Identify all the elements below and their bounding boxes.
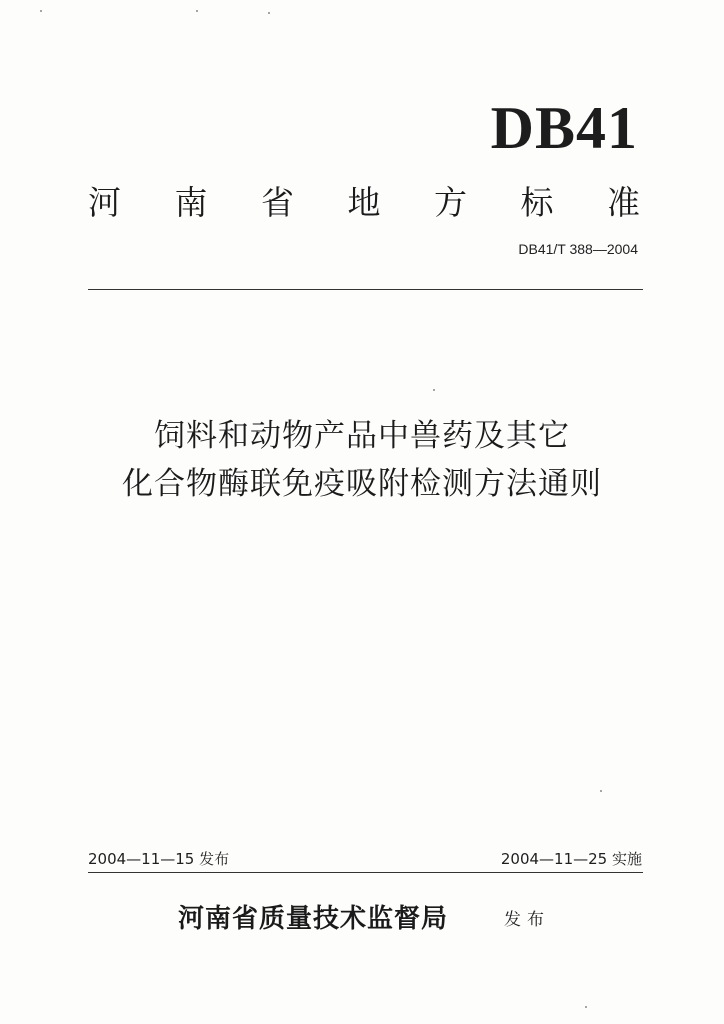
- standard-type-char: 准: [607, 183, 640, 222]
- issuing-authority: 河南省质量技术监督局: [178, 904, 449, 934]
- standard-code: DB41: [490, 95, 638, 161]
- document-title: [0, 412, 724, 508]
- title-line-1: 饲料和动物产品中兽药及其它: [154, 418, 570, 454]
- top-divider: [88, 289, 643, 290]
- scan-speck: [585, 1006, 587, 1008]
- title-line-2: 化合物酶联免疫吸附检测方法通则: [122, 466, 602, 502]
- standard-type-char: 标: [520, 183, 554, 222]
- release-date: 2004—11—15 发布: [88, 850, 230, 868]
- scan-speck: [196, 10, 198, 12]
- standard-number: DB41/T 388—2004: [518, 241, 638, 257]
- standard-type-char: 方: [434, 183, 467, 222]
- scan-speck: [40, 10, 42, 12]
- standard-type-char: 南: [174, 183, 208, 222]
- scan-speck: [433, 389, 435, 391]
- bottom-divider: [88, 872, 643, 873]
- scan-speck: [600, 790, 602, 792]
- issue-label: 发布: [504, 910, 550, 930]
- standard-type-char: 地: [347, 183, 381, 222]
- standard-type: [88, 183, 640, 222]
- standard-type-char: 省: [261, 183, 294, 222]
- implement-date: 2004—11—25 实施: [500, 850, 642, 868]
- scan-speck: [268, 12, 270, 14]
- standard-type-char: 河: [88, 183, 121, 222]
